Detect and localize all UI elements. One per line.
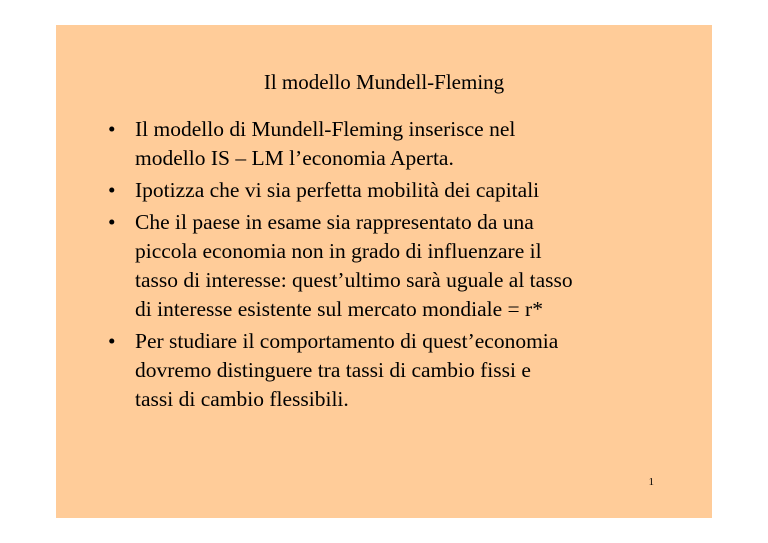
bullet-line: di interesse esistente sul mercato mondiale = r* [135, 297, 543, 321]
bullet-line: tasso di interesse: quest’ultimo sarà uguale al tasso [135, 268, 573, 292]
bullet-line: dovremo distinguere tra tassi di cambio fissi e [135, 358, 531, 382]
bullet-line: Che il paese in esame sia rappresentato da una [135, 210, 534, 234]
slide [56, 25, 712, 518]
page-number: 1 [648, 476, 654, 488]
bullet-line: Il modello di Mundell-Fleming inserisce nel [135, 117, 516, 141]
bullet-item-3 [108, 208, 688, 324]
bullet-list [108, 115, 688, 417]
bullet-symbol: • [108, 117, 116, 141]
bullet-symbol: • [108, 178, 116, 202]
bullet-line: Per studiare il comportamento di quest’economia [135, 329, 559, 353]
bullet-symbol: • [108, 210, 116, 234]
bullet-item-4 [108, 327, 688, 414]
bullet-item-1 [108, 115, 688, 173]
bullet-line: modello IS – LM l’economia Aperta. [135, 146, 454, 170]
slide-title: Il modello Mundell-Fleming [263, 70, 505, 94]
bullet-line: piccola economia non in grado di influenzare il [135, 239, 542, 263]
bullet-symbol: • [108, 329, 116, 353]
bullet-line: tassi di cambio flessibili. [135, 387, 349, 411]
bullet-item-2 [108, 176, 688, 205]
bullet-line: Ipotizza che vi sia perfetta mobilità dei capitali [135, 178, 540, 202]
